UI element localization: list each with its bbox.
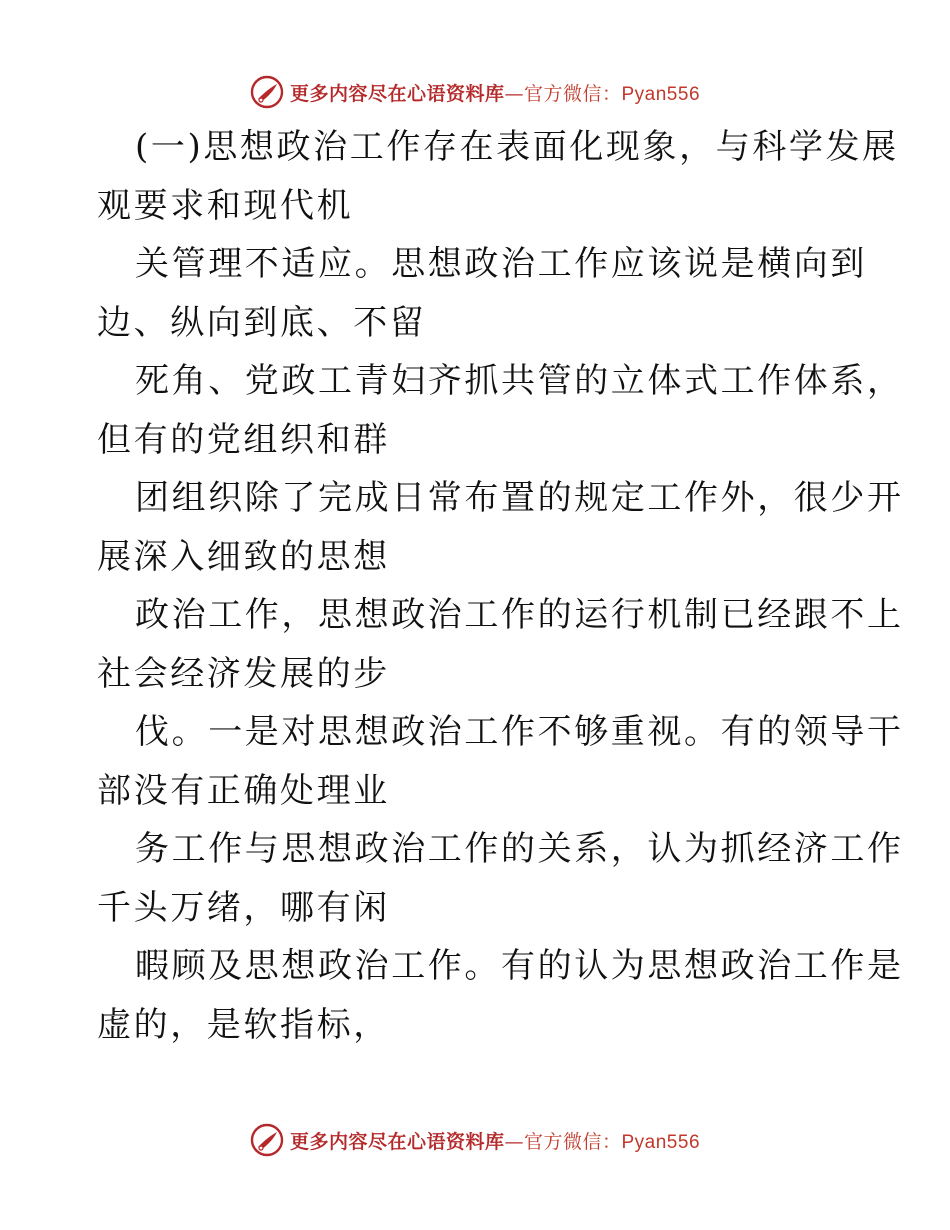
body-line: 团组织除了完成日常布置的规定工作外，很少开 xyxy=(135,478,904,518)
body-line: 边、纵向到底、不留 xyxy=(97,302,427,343)
body-line: 政治工作，思想政治工作的运行机制已经跟不上 xyxy=(135,595,904,635)
body-line: 观要求和现代机 xyxy=(97,185,354,226)
body-line: 但有的党组织和群 xyxy=(97,419,390,460)
body-line: (一)思想政治工作存在表面化现象，与科学发展 xyxy=(135,127,899,167)
pen-logo-icon xyxy=(250,75,284,109)
body-line: 虚的，是软指标， xyxy=(97,1004,390,1045)
banner-wechat-label: 官方微信： xyxy=(523,1130,622,1153)
body-line: 务工作与思想政治工作的关系，认为抓经济工作 xyxy=(135,829,904,869)
pen-logo-icon xyxy=(250,1123,284,1157)
body-line: 死角、党政工青妇齐抓共管的立体式工作体系， xyxy=(135,361,904,401)
header-banner[interactable] xyxy=(0,72,950,112)
banner-dash: — xyxy=(504,82,524,105)
banner-text xyxy=(290,79,700,106)
footer-banner[interactable] xyxy=(0,1120,950,1160)
banner-text xyxy=(290,1127,700,1154)
body-line: 关管理不适应。思想政治工作应该说是横向到 xyxy=(135,244,867,284)
banner-wechat-id: Pyan556 xyxy=(621,83,701,105)
banner-wechat-label: 官方微信： xyxy=(523,82,622,105)
body-line: 展深入细致的思想 xyxy=(97,536,390,577)
body-line: 伐。一是对思想政治工作不够重视。有的领导干 xyxy=(135,712,904,752)
body-line: 暇顾及思想政治工作。有的认为思想政治工作是 xyxy=(135,946,904,986)
body-line: 千头万绪，哪有闲 xyxy=(97,887,390,928)
banner-wechat-id: Pyan556 xyxy=(621,1131,701,1153)
banner-dash: — xyxy=(504,1130,524,1153)
banner-site-text: 更多内容尽在心语资料库 xyxy=(289,1130,505,1153)
body-text xyxy=(97,118,904,1054)
banner-site-text: 更多内容尽在心语资料库 xyxy=(289,82,505,105)
body-line: 部没有正确处理业 xyxy=(97,770,390,811)
body-line: 社会经济发展的步 xyxy=(97,653,390,694)
